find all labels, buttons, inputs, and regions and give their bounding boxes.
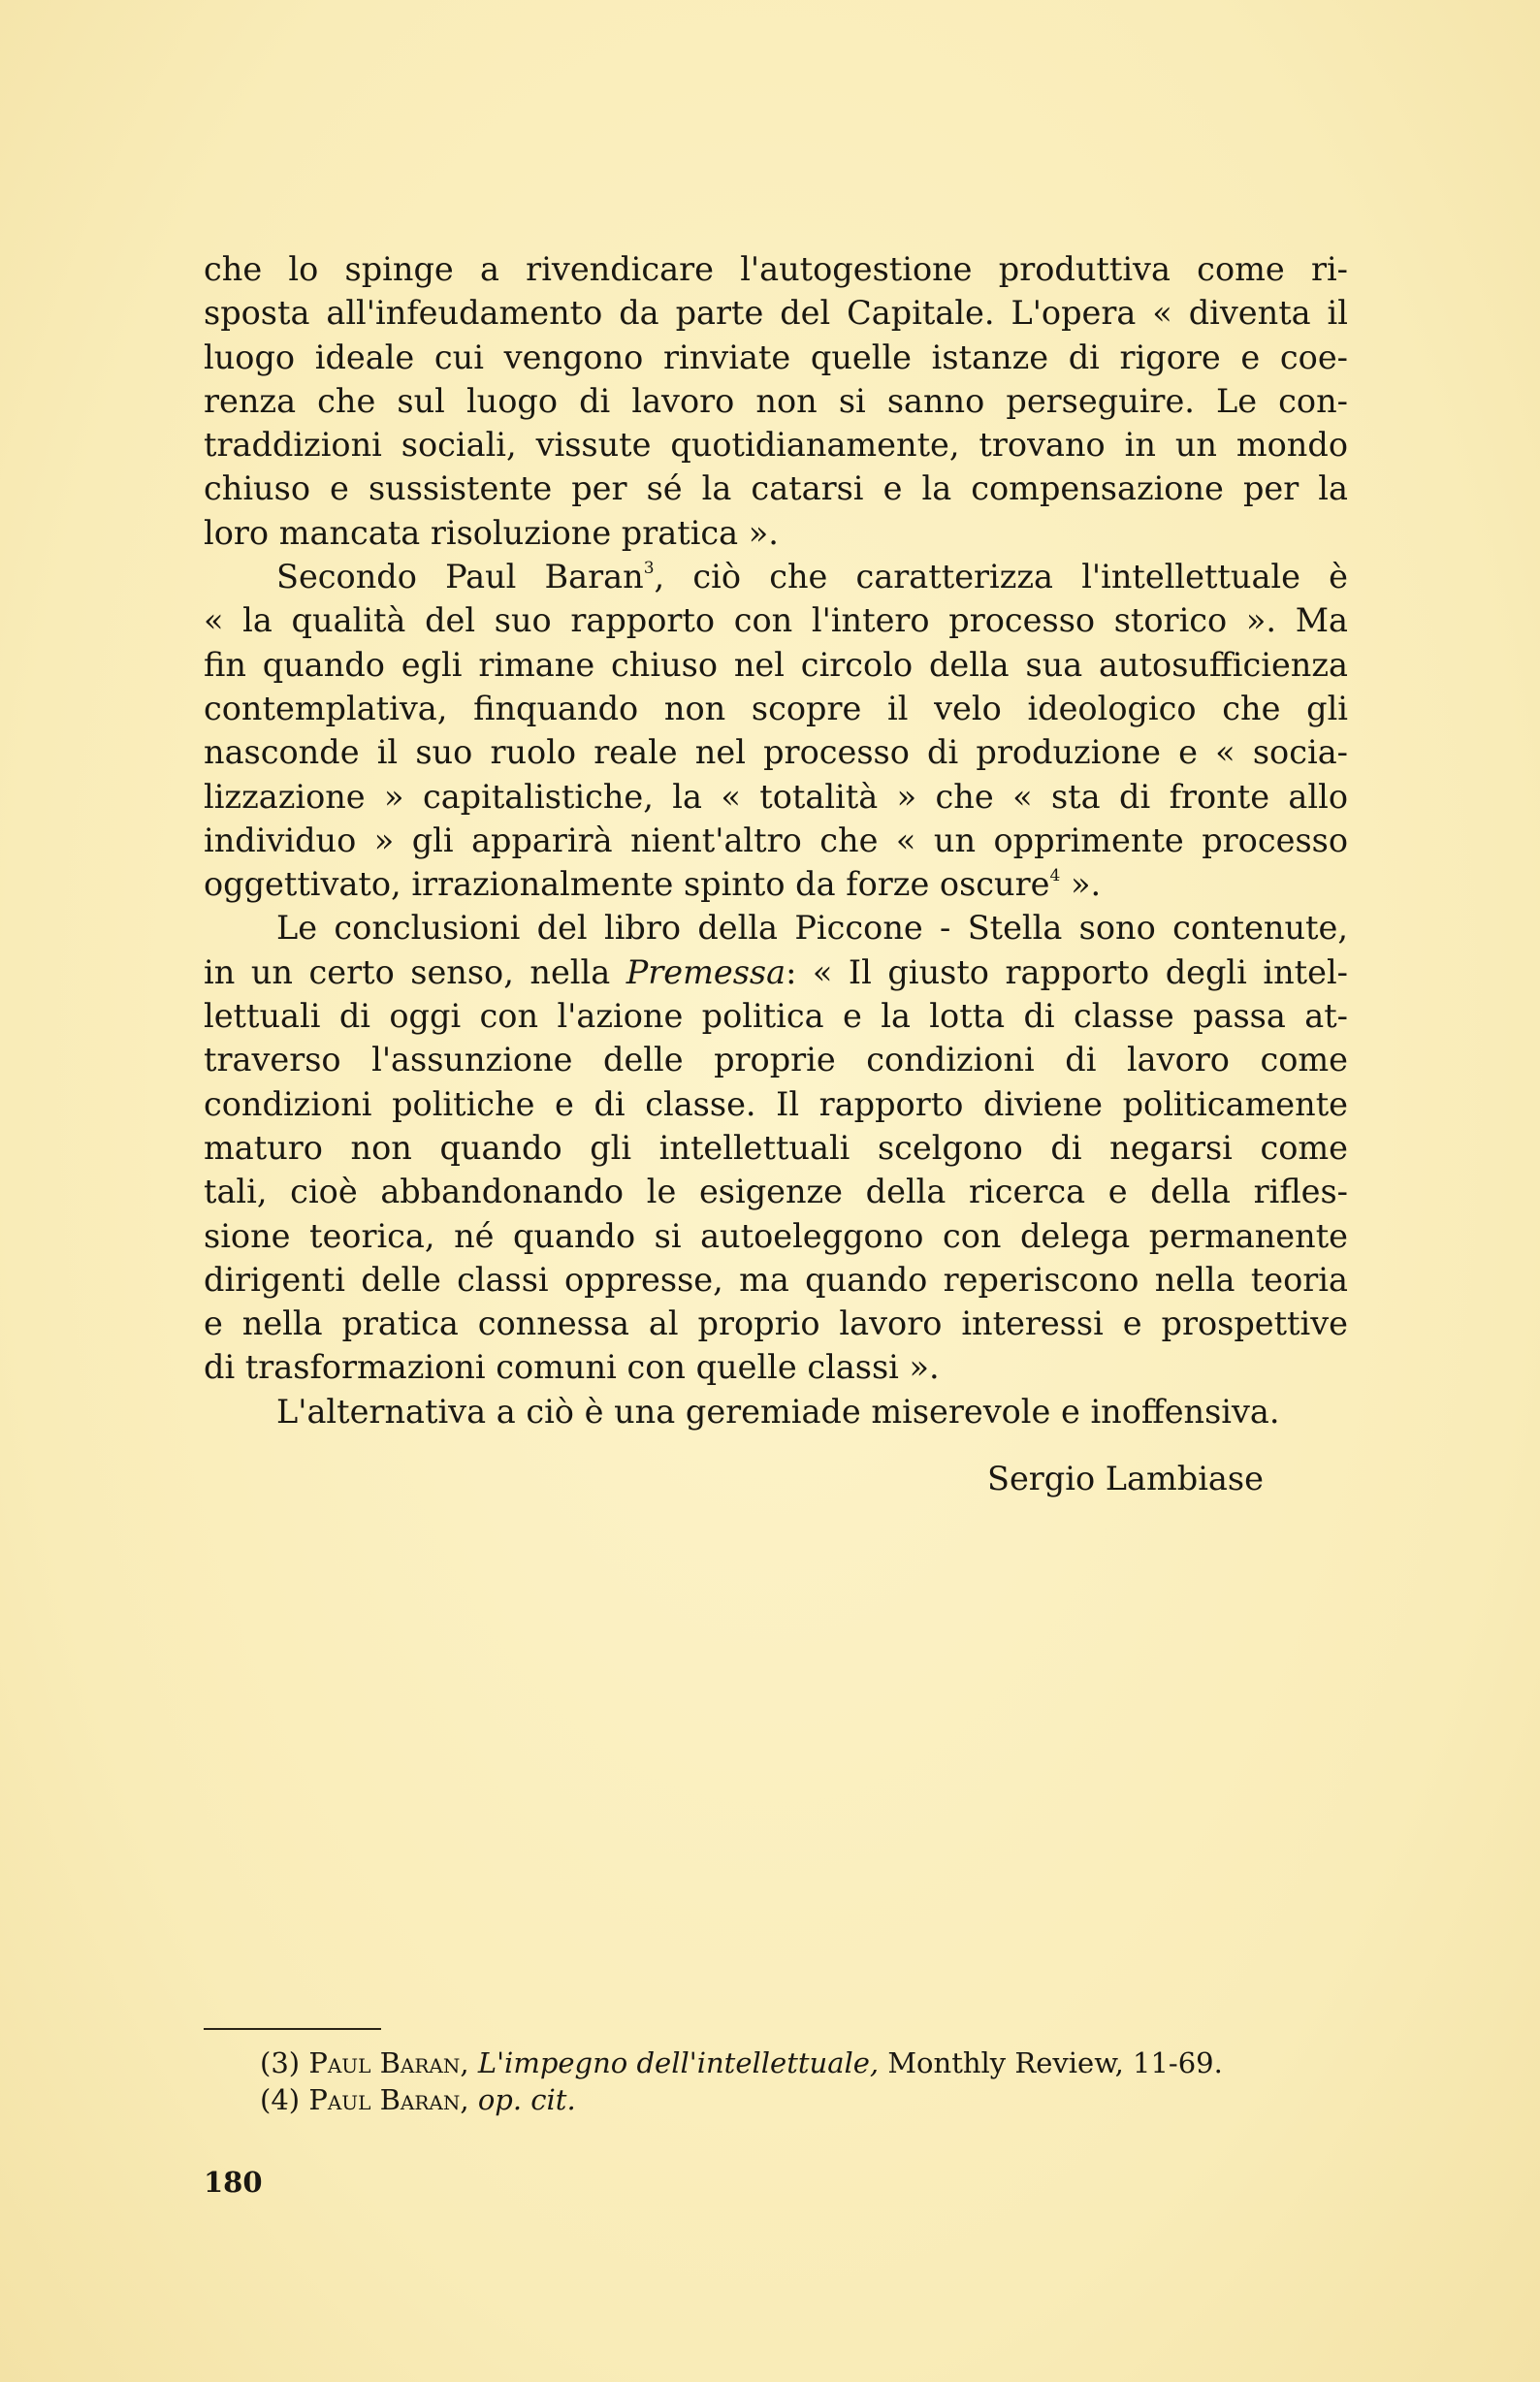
footnote-reference-4: 4 [1049, 866, 1061, 886]
footnote-divider [204, 2028, 381, 2030]
italic-title: Premessa [626, 952, 786, 991]
text-line: contemplativa, finquando non scopre il velo ideologico che gli [204, 689, 1348, 727]
page-number: 180 [204, 2166, 263, 2199]
text-line [204, 862, 1348, 906]
text-line: fin quando egli rimane chiuso nel circolo della sua autosufficienza [204, 645, 1348, 684]
text-line: tali, cioè abbandonando le esigenze della ricerca e della rifles- [204, 1173, 1348, 1211]
footnote-number: (3) [260, 2046, 301, 2079]
text-line: nasconde il suo ruolo reale nel processo di produzione e « socia- [204, 733, 1348, 772]
text-line: loro mancata risoluzione pratica ». [204, 513, 779, 552]
text-line: sposta all'infeudamento da parte del Capitale. L'opera « diventa il [204, 294, 1348, 333]
author-signature: Sergio Lambiase [987, 1460, 1264, 1497]
footnote-4 [260, 2081, 1223, 2118]
text-run: ». [1060, 865, 1102, 904]
footnote-source: Monthly Review, 11-69. [887, 2046, 1223, 2079]
text-line: traddizioni sociali, vissute quotidianamente, trovano in un mondo [204, 426, 1348, 465]
text-line: chiuso e sussistente per sé la catarsi e la compensazione per la [204, 469, 1348, 508]
footnote-reference-3: 3 [643, 559, 655, 579]
text-run: : « Il giusto rapporto degli intel- [786, 952, 1348, 991]
text-line: di trasformazioni comuni con quelle classi ». [204, 1348, 940, 1387]
text-line: sione teorica, né quando si autoeleggono con delega permanente [204, 1216, 1348, 1255]
text-line: che lo spinge a rivendicare l'autogestione produttiva come ri- [204, 250, 1348, 288]
text-line [204, 950, 1348, 994]
text-line: lizzazione » capitalistiche, la « totalità » che « sta di fronte allo [204, 777, 1348, 816]
text-line: maturo non quando gli intellettuali scelgono di negarsi come [204, 1128, 1348, 1167]
footnote-author: Paul Baran, [308, 2046, 469, 2079]
body-text [204, 247, 1348, 1433]
text-line: e nella pratica connessa al proprio lavoro interessi e prospettive [204, 1304, 1348, 1343]
text-line: luogo ideale cui vengono rinviate quelle istanze di rigore e coe- [204, 338, 1348, 376]
text-line: « la qualità del suo rapporto con l'intero processo storico ». Ma [204, 601, 1348, 640]
text-run: in un certo senso, nella [204, 952, 626, 991]
footnote-title: L'impegno dell'intellettuale, [477, 2046, 880, 2079]
text-run: , ciò che caratterizza l'intellettuale è [654, 558, 1348, 596]
text-line: individuo » gli apparirà nient'altro che « un opprimente processo [204, 821, 1348, 859]
text-run: oggettivato, irrazionalmente spinto da forze oscure [204, 865, 1050, 904]
footnote-title: op. cit. [477, 2083, 576, 2116]
text-line: traverso l'assunzione delle proprie condizioni di lavoro come [204, 1041, 1348, 1079]
text-line: dirigenti delle classi oppresse, ma quando reperiscono nella teoria [204, 1260, 1348, 1299]
text-line: lettuali di oggi con l'azione politica e la lotta di classe passa at- [204, 997, 1348, 1036]
text-line: Le conclusioni del libro della Piccone - Stella sono contenute, [276, 909, 1348, 948]
footnote-number: (4) [260, 2083, 301, 2116]
text-line: L'alternativa a ciò è una geremiade miserevole e inoffensiva. [276, 1392, 1280, 1431]
text-line [204, 555, 1348, 598]
text-line: condizioni politiche e di classe. Il rapporto diviene politicamente [204, 1084, 1348, 1123]
footnote-3 [260, 2044, 1223, 2081]
footnotes [260, 2044, 1223, 2118]
text-run: Secondo Paul Baran [276, 558, 644, 596]
footnote-author: Paul Baran, [308, 2083, 469, 2116]
text-line: renza che sul luogo di lavoro non si sanno perseguire. Le con- [204, 381, 1348, 420]
